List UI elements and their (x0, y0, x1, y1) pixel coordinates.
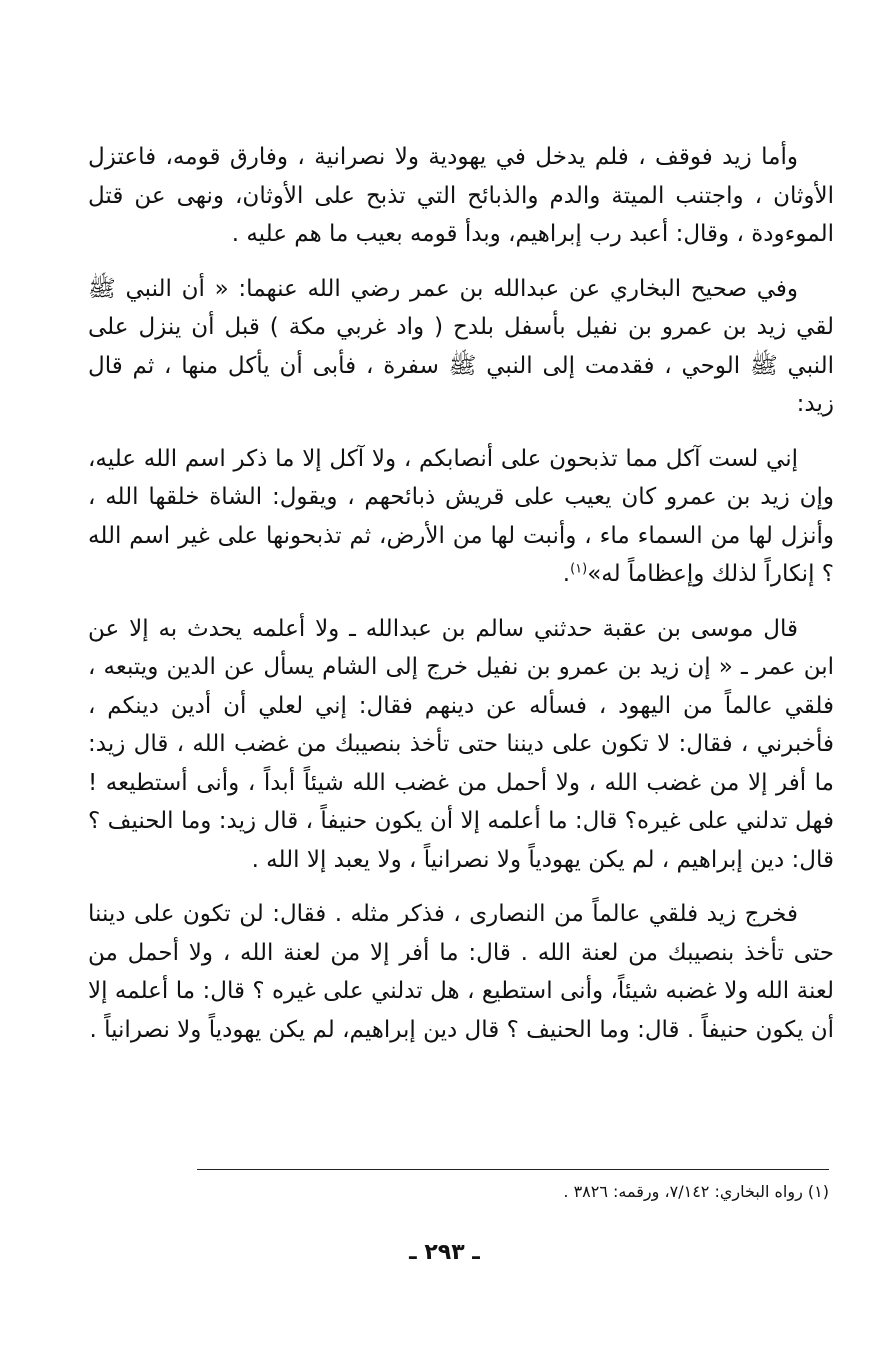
paragraph-3 (88, 440, 834, 594)
paragraph-4: قال موسى بن عقبة حدثني سالم بن عبدالله ـ ولا أعلمه يحدث به إلا عن ابن عمر ـ « إن زيد بن عمرو بن نفيل خرج إلى الشام يسأل عن الدين ويتبعه ، فلقي عالماً من اليهود ، فسأله عن دينهم فقال: إني لعلي أن أدين دينكم ، فأخبرني ، فقال: لا تكون على ديننا حتى تأخذ بنصيبك من غضب الله ، قال زيد: ما أفر إلا من غضب الله ، ولا أحمل من غضب الله شيئاً أبداً ، وأنى أستطيعه ! فهل تدلني على غيره؟ قال: ما أعلمه إلا أن يكون حنيفاً ، قال زيد: وما الحنيف ؟ قال: دين إبراهيم ، لم يكن يهودياً ولا نصرانياً ، ولا يعبد إلا الله . (88, 615, 834, 873)
paragraph-5: فخرج زيد فلقي عالماً من النصارى ، فذكر مثله . فقال: لن تكون على ديننا حتى تأخذ بنصيبك من لعنة الله . قال: ما أفر إلا من لعنة الله ، ولا أحمل من لعنة الله ولا غضبه شيئاً، وأنى استطيع ، هل تدلني على غيره ؟ قال: ما أعلمه إلا أن يكون حنيفاً . قال: وما الحنيف ؟ قال دين إبراهيم، لم يكن يهودياً ولا نصرانياً . (88, 901, 834, 1043)
paragraph-3-period: . (562, 561, 571, 587)
page-body (88, 138, 834, 1065)
paragraph-3-text: إني لست آكل مما تذبحون على أنصابكم ، ولا آكل إلا ما ذكر اسم الله عليه، وإن زيد بن عمرو كان يعيب على قريش ذبائحهم ، ويقول: الشاة خلقها الله ، وأنزل لها من السماء ماء ، وأنبت لها من الأرض، ثم تذبحونها على غير اسم الله ؟ إنكاراً لذلك وإعظاماً له» (88, 445, 834, 587)
footnote-text: (١) رواه البخاري: ٧/١٤٢، ورقمه: ٣٨٢٦ . (563, 1182, 829, 1201)
page-number: ـ ٢٩٣ ـ (409, 1240, 480, 1265)
footnote-divider (197, 1169, 829, 1170)
paragraph-1: وأما زيد فوقف ، فلم يدخل في يهودية ولا نصرانية ، وفارق قومه، فاعتزل الأوثان ، واجتنب الميتة والدم والذبائح التي تذبح على الأوثان، ونهى عن قتل الموءودة ، وقال: أعبد رب إبراهيم، وبدأ قومه بعيب ما هم عليه . (88, 144, 834, 247)
paragraph-2: وفي صحيح البخاري عن عبدالله بن عمر رضي الله عنهما: « أن النبي ﷺ لقي زيد بن عمرو بن نفيل بأسفل بلدح ( واد غربي مكة ) قبل أن ينزل على النبي ﷺ الوحي ، فقدمت إلى النبي ﷺ سفرة ، فأبى أن يأكل منها ، ثم قال زيد: (88, 275, 834, 417)
footnote-reference: (١) (570, 561, 588, 577)
